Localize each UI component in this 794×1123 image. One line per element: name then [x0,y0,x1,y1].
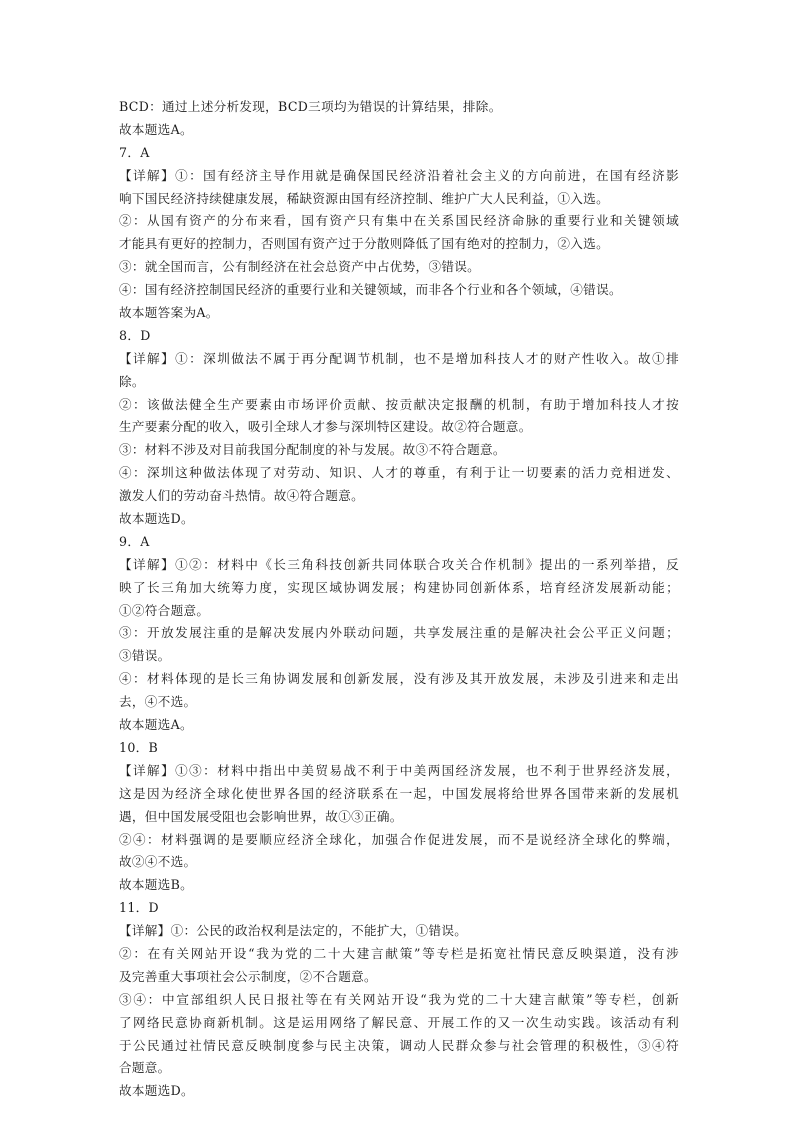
text-line: ②：在有关网站开设“我为党的二十大建言献策”等专栏是拓宽社情民意反映渠道，没有涉 [119,945,679,961]
question-number: 7．A [119,144,150,160]
text-line: 响下国民经济持续健康发展，稀缺资源由国有经济控制、维护广大人民利益，①入选。 [119,190,609,206]
text-line: 故本题选B。 [119,877,194,893]
text-line: 生产要素分配的收入，吸引全球人才参与深圳特区建设。故②符合题意。 [119,419,532,435]
text-line: 遇，但中国发展受阻也会影响世界，故①③正确。 [119,808,403,824]
text-line: ④：材料体现的是长三角协调发展和创新发展，没有涉及其开放发展，未涉及引进来和走出 [119,671,679,687]
text-line: 除。 [119,373,145,389]
question-number: 10．B [119,739,159,755]
text-line: ④：深圳这种做法体现了对劳动、知识、人才的尊重，有利于让一切要素的活力竞相迸发、 [119,465,679,481]
text-line: ③：就全国而言，公有制经济在社会总资产中占优势，③错误。 [119,259,481,275]
text-line: ④：国有经济控制国民经济的重要行业和关键领域，而非各个行业和各个领域，④错误。 [119,282,622,298]
text-line: 【详解】①③：材料中指出中美贸易战不利于中美两国经济发展，也不利于世界经济发展， [119,762,679,778]
text-line: ②：从国有资产的分布来看，国有资产只有集中在关系国民经济命脉的重要行业和关键领域 [119,213,679,229]
text-line: 激发人们的劳动奋斗热情。故④符合题意。 [119,488,364,504]
text-line: ③：开放发展注重的是解决发展内外联动问题，共享发展注重的是解决社会公平正义问题； [119,625,679,641]
text-line: 故本题选A。 [119,717,193,733]
text-line: BCD：通过上述分析发现，BCD三项均为错误的计算结果，排除。 [119,99,502,114]
text-line: 及完善重大事项社会公示制度，②不合题意。 [119,968,377,984]
text-line: ①②符合题意。 [119,602,210,618]
text-line: 这是因为经济全球化使世界各国的经济联系在一起，中国发展将给世界各国带来新的发展机 [119,785,679,801]
text-line: ②：该做法健全生产要素由市场评价贡献、按贡献决定报酬的机制，有助于增加科技人才按 [119,396,679,412]
text-line: 于公民通过社情民意反映制度参与民主决策，调动人民群众参与社会管理的积极性，③④符 [119,1037,679,1053]
text-line: ③：材料不涉及对目前我国分配制度的补与发展。故③不符合题意。 [119,442,506,458]
text-line: 【详解】①：公民的政治权利是法定的，不能扩大，①错误。 [119,923,468,939]
text-line: 故本题选A。 [119,121,193,137]
text-line: ②④：材料强调的是要顺应经济全球化，加强合作促进发展，而不是说经济全球化的弊端， [119,831,679,847]
question-number: 9．A [119,533,150,549]
text-line: 故本题选D。 [119,511,194,527]
document-body [119,96,679,1103]
text-line: 去，④不选。 [119,694,197,710]
question-number: 11．D [119,900,159,916]
text-line: 故本题选D。 [119,1083,194,1099]
text-line: 才能具有更好的控制力，否则国有资产过于分散则降低了国有绝对的控制力，②入选。 [119,236,609,252]
text-line: ③错误。 [119,648,171,664]
text-line: 【详解】①：深圳做法不属于再分配调节机制，也不是增加科技人才的财产性收入。故①排 [119,350,679,366]
text-line: 【详解】①：国有经济主导作用就是确保国民经济沿着社会主义的方向前进，在国有经济影 [119,167,679,183]
text-line: ③④：中宣部组织人民日报社等在有关网站开设“我为党的二十大建言献策”等专栏，创新 [119,991,679,1007]
text-line: 合题意。 [119,1060,171,1076]
text-line: 故②④不选。 [119,854,197,870]
text-line: 了网络民意协商新机制。这是运用网络了解民意、开展工作的又一次生动实践。该活动有利 [119,1014,679,1030]
question-number: 8．D [119,327,151,343]
text-line: 映了长三角加大统筹力度，实现区域协调发展；构建协同创新体系，培育经济发展新动能； [119,579,679,595]
text-line: 故本题答案为A。 [119,305,219,321]
text-line: 【详解】①②：材料中《长三角科技创新共同体联合攻关合作机制》提出的一系列举措，反 [119,556,679,572]
